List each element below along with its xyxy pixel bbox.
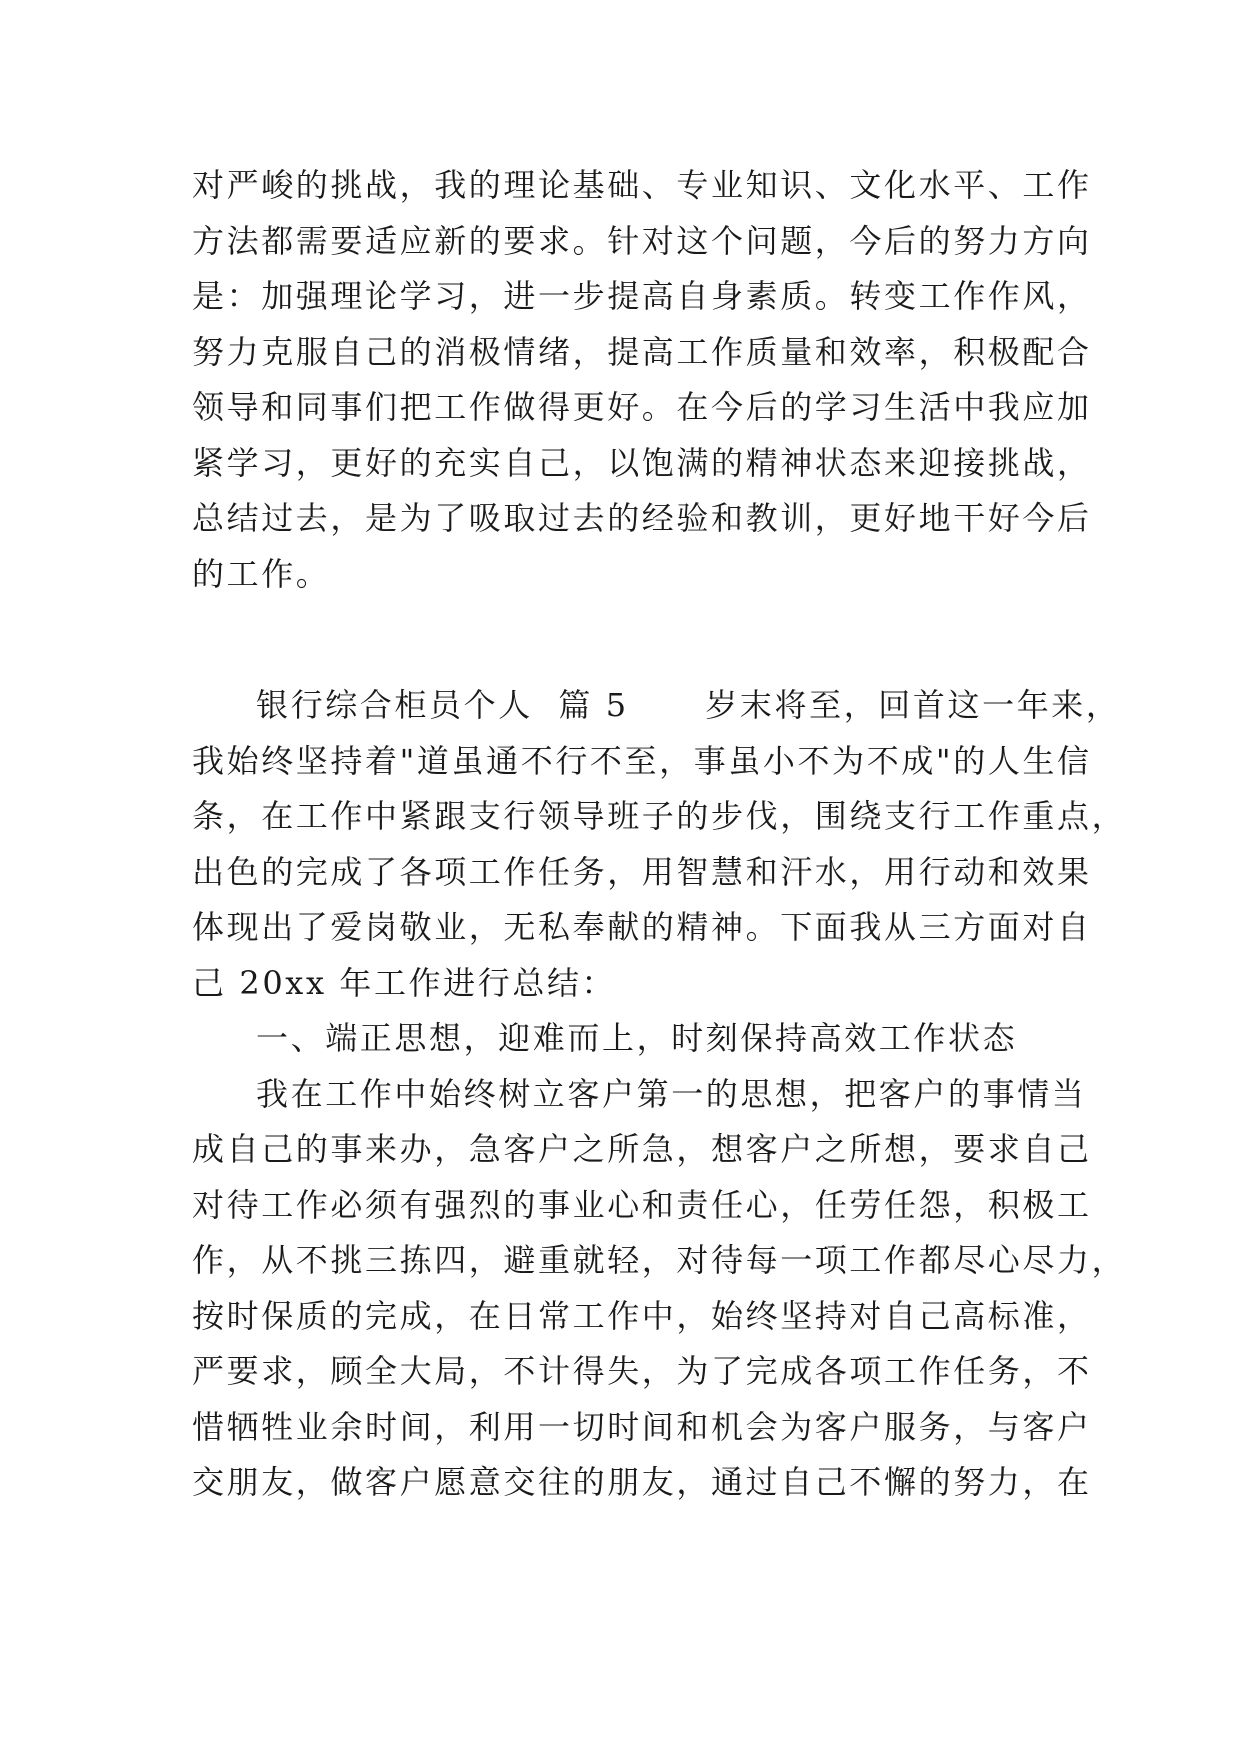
- text-line: 惜牺牲业余时间，利用一切时间和机会为客户服务，与客户: [192, 1407, 1092, 1446]
- text-line: 努力克服自己的消极情绪，提高工作质量和效率，积极配合: [192, 332, 1092, 371]
- text-line: 的工作。: [192, 554, 331, 593]
- text-line: 我在工作中始终树立客户第一的思想，把客户的事情当: [256, 1074, 1087, 1113]
- section-heading: 一、端正思想，迎难而上，时刻保持高效工作状态: [256, 1019, 1018, 1057]
- text-line: 出色的完成了各项工作任务，用智慧和汗水，用行动和效果: [192, 852, 1092, 891]
- text-line: 交朋友，做客户愿意交往的朋友，通过自己不懈的努力，在: [192, 1463, 1092, 1501]
- text-line: 总结过去，是为了吸取过去的经验和教训，更好地干好今后: [192, 499, 1092, 537]
- text-line: 作，从不挑三拣四，避重就轻，对待每一项工作都尽心尽力，: [192, 1241, 1127, 1279]
- text-line: 按时保质的完成，在日常工作中，始终坚持对自己高标准，: [192, 1296, 1092, 1335]
- closing-paragraph: [192, 158, 1092, 602]
- section-5: [192, 678, 1127, 1511]
- text-line: 条，在工作中紧跟支行领导班子的步伐，围绕支行工作重点，: [192, 797, 1127, 835]
- text-line: 领导和同事们把工作做得更好。在今后的学习生活中我应加: [192, 388, 1092, 426]
- text-line: 严要求，顾全大局，不计得失，为了完成各项工作任务，不: [192, 1352, 1092, 1390]
- text-line: 是：加强理论学习，进一步提高自身素质。转变工作作风，: [192, 277, 1092, 315]
- text-line: 对严峻的挑战，我的理论基础、专业知识、文化水平、工作: [192, 166, 1092, 204]
- text-line: 己 20xx 年工作进行总结：: [192, 963, 617, 1002]
- text-line: 紧学习，更好的充实自己，以饱满的精神状态来迎接挑战，: [192, 443, 1092, 482]
- text-line: 成自己的事来办，急客户之所急，想客户之所想，要求自己: [192, 1130, 1092, 1168]
- section-title-line: 银行综合柜员个人 篇 5 岁末将至，回首这一年来，: [256, 686, 1121, 724]
- text-line: 我始终坚持着"道虽通不行不至，事虽小不为不成"的人生信: [192, 741, 1092, 780]
- text-line: 对待工作必须有强烈的事业心和责任心，任劳任怨，积极工: [192, 1185, 1092, 1224]
- text-line: 体现出了爱岗敬业，无私奉献的精神。下面我从三方面对自: [192, 908, 1092, 946]
- text-line: 方法都需要适应新的要求。针对这个问题，今后的努力方向: [192, 221, 1092, 260]
